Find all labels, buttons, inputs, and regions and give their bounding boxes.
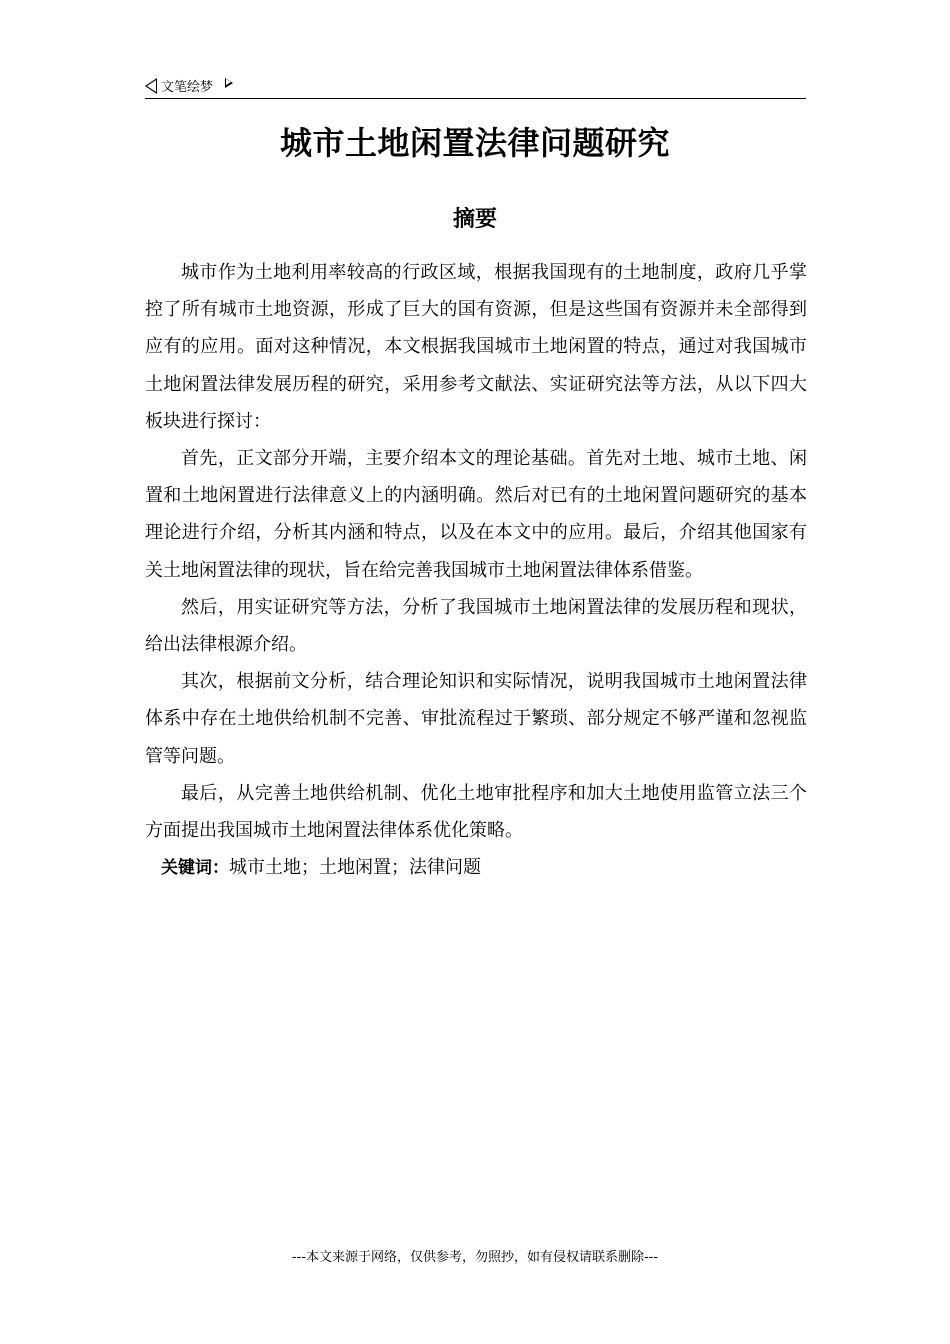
abstract-paragraph-2: 首先，正文部分开端，主要介绍本文的理论基础。首先对土地、城市土地、闲置和土地闲置进行法律意义上的内涵明确。然后对已有的土地闲置问题研究的基本理论进行介绍，分析其内涵和特点，以及在本文中的应用。最后，介绍其他国家有关土地闲置法律的现状，旨在给完善我国城市土地闲置法律体系借鉴。 bbox=[145, 448, 807, 581]
abstract-body bbox=[145, 254, 807, 887]
abstract-paragraph-1: 城市作为土地利用率较高的行政区域，根据我国现有的土地制度，政府几乎掌控了所有城市土地资源，形成了巨大的国有资源，但是这些国有资源并未全部得到应有的应用。面对这种情况，本文根据我国城市土地闲置的特点，通过对我国城市土地闲置法律发展历程的研究，采用参考文献法、实证研究法等方法，从以下四大板块进行探讨： bbox=[145, 262, 807, 432]
abstract-paragraph-5: 最后，从完善土地供给机制、优化土地审批程序和加大土地使用监管立法三个方面提出我国城市土地闲置法律体系优化策略。 bbox=[145, 782, 807, 842]
keywords-value: 城市土地；土地闲置；法律问题 bbox=[229, 857, 481, 879]
left-triangle-icon bbox=[145, 78, 157, 94]
page-footer-notice: ---本文来源于网络，仅供参考，勿照抄，如有侵权请联系删除--- bbox=[291, 1250, 659, 1265]
header-brand: 文笔绘梦 bbox=[161, 80, 214, 95]
document-title: 城市土地闲置法律问题研究 bbox=[279, 124, 670, 162]
header-brand-group bbox=[145, 76, 233, 95]
abstract-paragraph-4: 其次，根据前文分析，结合理论知识和实际情况，说明我国城市土地闲置法律体系中存在土地供给机制不完善、审批流程过于繁琐、部分规定不够严谨和忽视监管等问题。 bbox=[145, 671, 807, 767]
keywords-line bbox=[145, 849, 807, 887]
right-triangle-icon bbox=[225, 78, 233, 88]
abstract-paragraph-3: 然后，用实证研究等方法，分析了我国城市土地闲置法律的发展历程和现状，给出法律根源介绍。 bbox=[145, 596, 807, 656]
page-header bbox=[145, 74, 806, 99]
abstract-heading: 摘要 bbox=[452, 207, 497, 232]
keywords-label: 关键词： bbox=[161, 858, 229, 879]
